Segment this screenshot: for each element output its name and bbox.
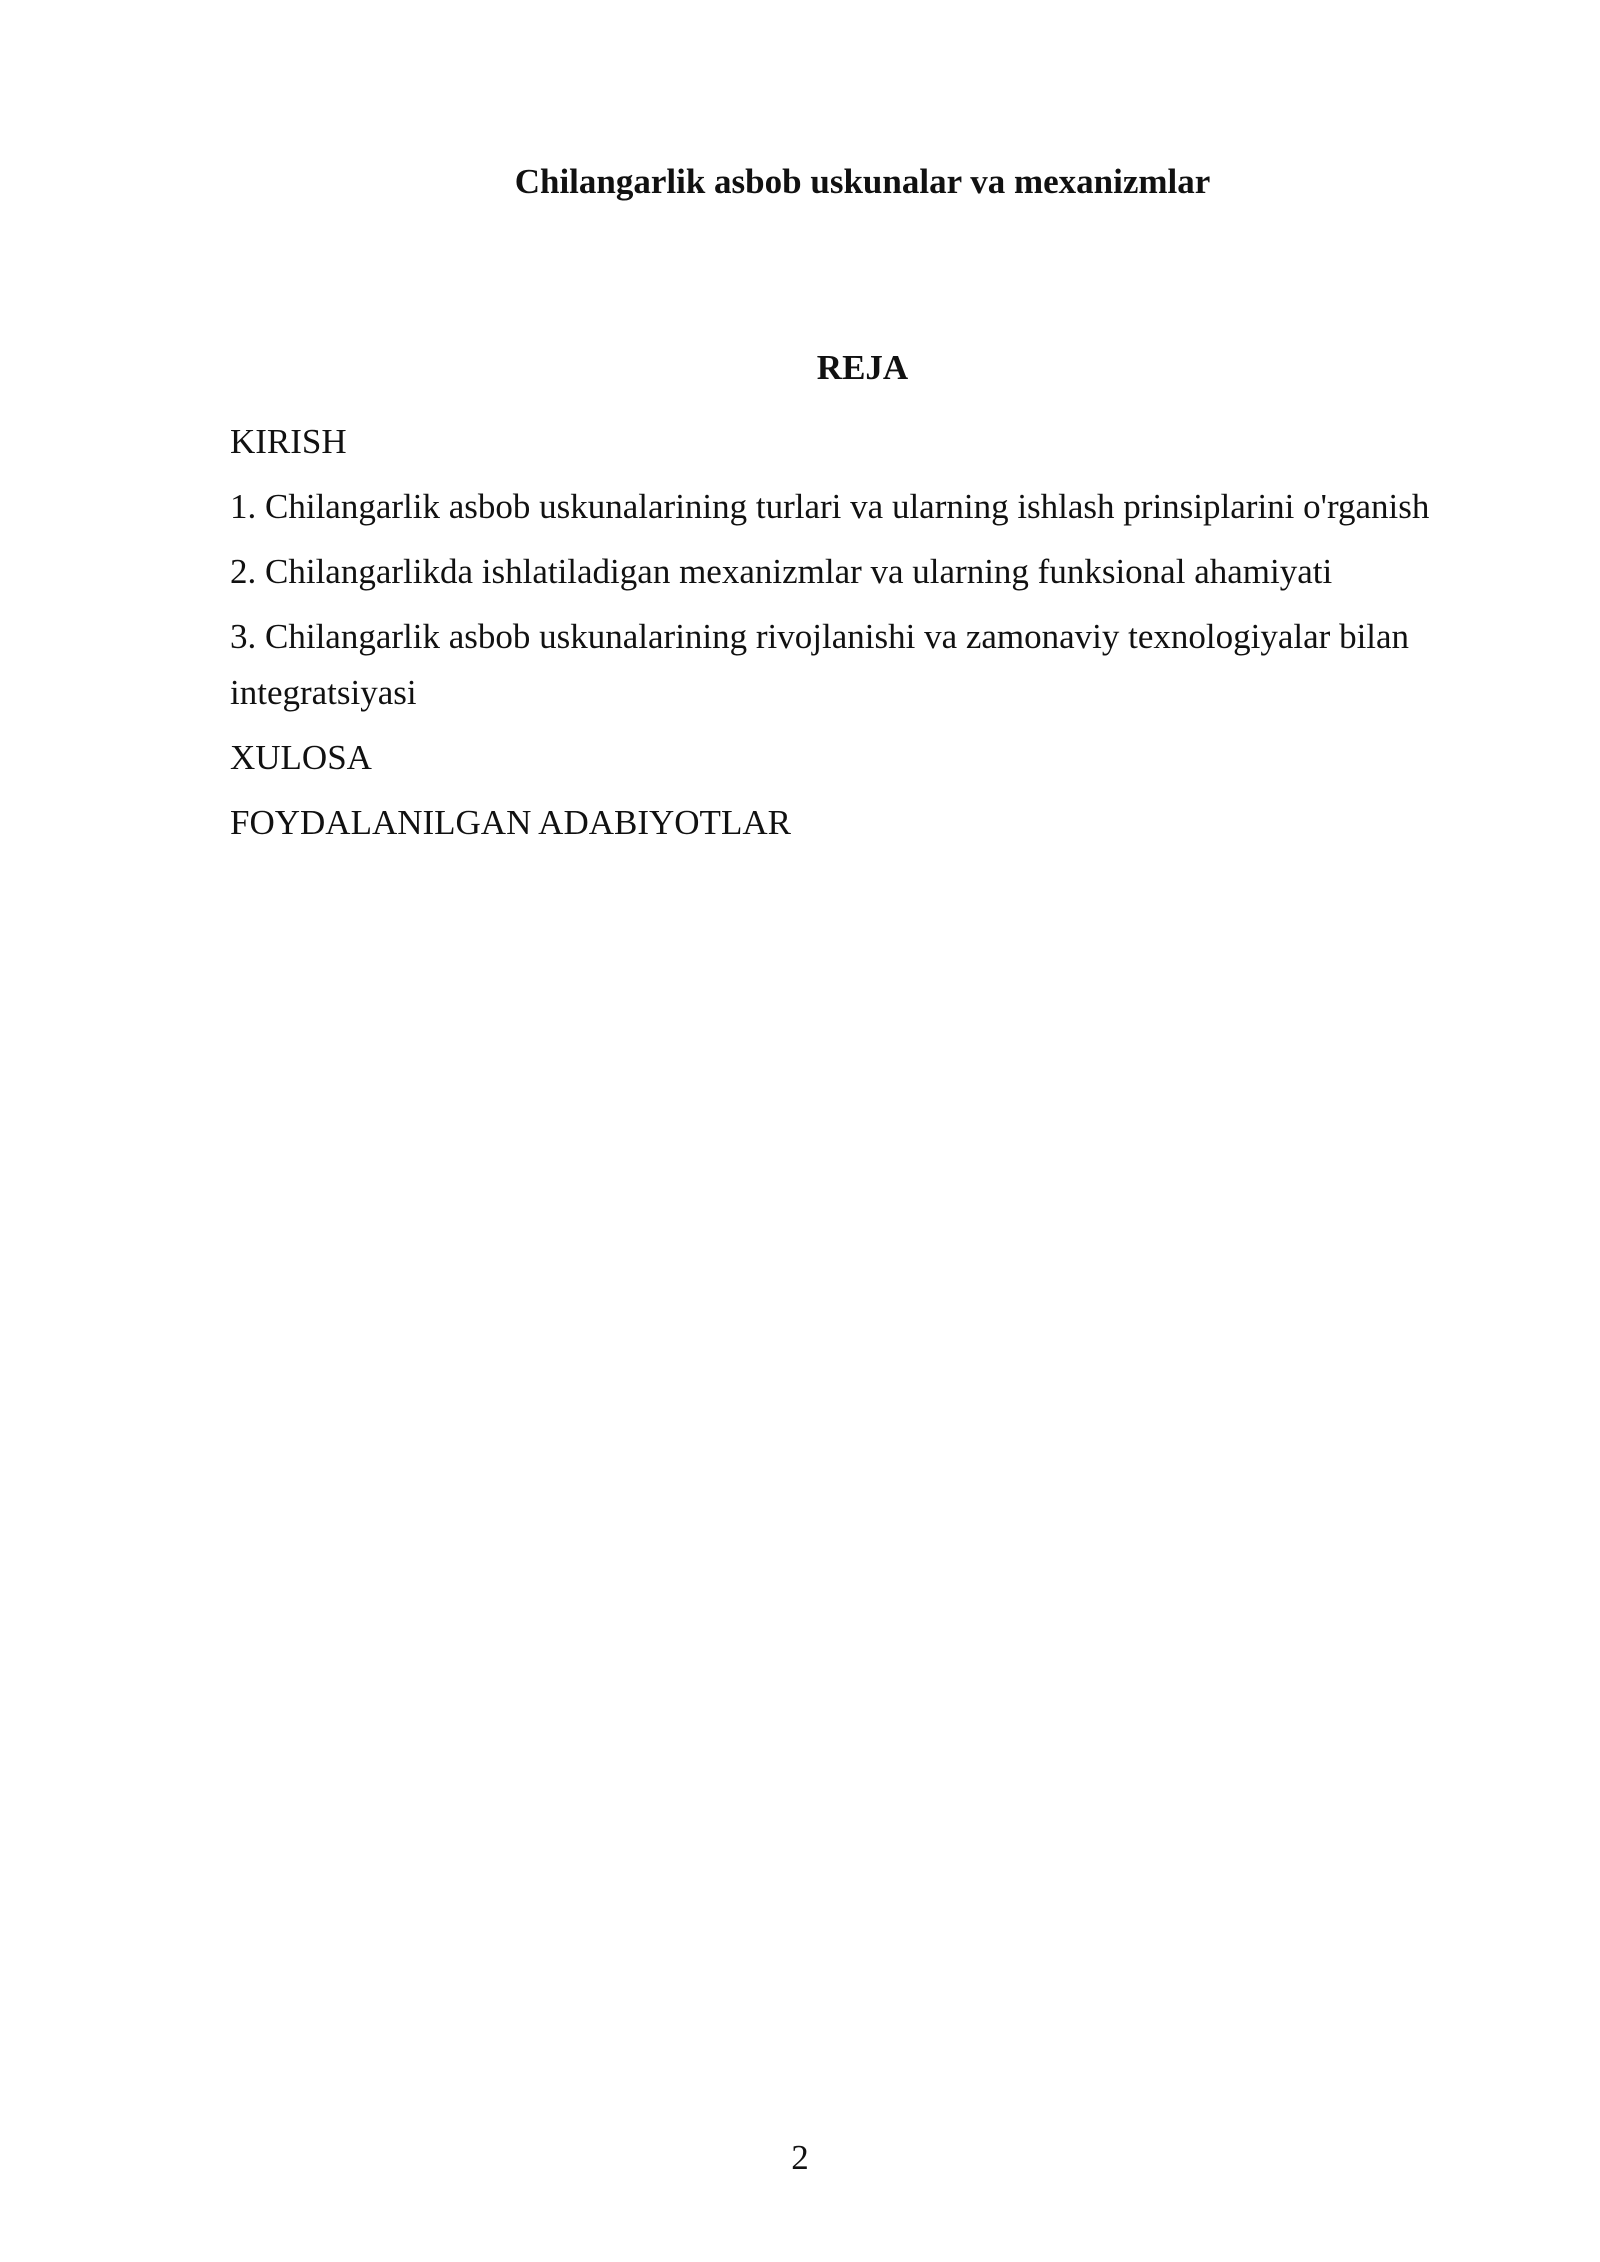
plan-item-3: 3. Chilangarlik asbob uskunalarining rivojlanishi va zamonaviy texnologiyalar bilan integratsiyasi bbox=[230, 617, 1410, 712]
plan-item-1: 1. Chilangarlik asbob uskunalarining turlari va ularning ishlash prinsiplarini o'rganish bbox=[230, 487, 1430, 526]
plan-item-conclusion: XULOSA bbox=[230, 738, 372, 777]
plan-item-2: 2. Chilangarlikda ishlatiladigan mexanizmlar va ularning funksional ahamiyati bbox=[230, 552, 1333, 591]
page-number: 2 bbox=[791, 2138, 809, 2177]
plan-item-intro: KIRISH bbox=[230, 422, 347, 461]
plan-heading: REJA bbox=[816, 348, 909, 387]
plan-item-references: FOYDALANILGAN ADABIYOTLAR bbox=[230, 803, 791, 842]
plan-list bbox=[230, 414, 1430, 860]
document-title: Chilangarlik asbob uskunalar va mexanizmlar bbox=[514, 162, 1211, 201]
